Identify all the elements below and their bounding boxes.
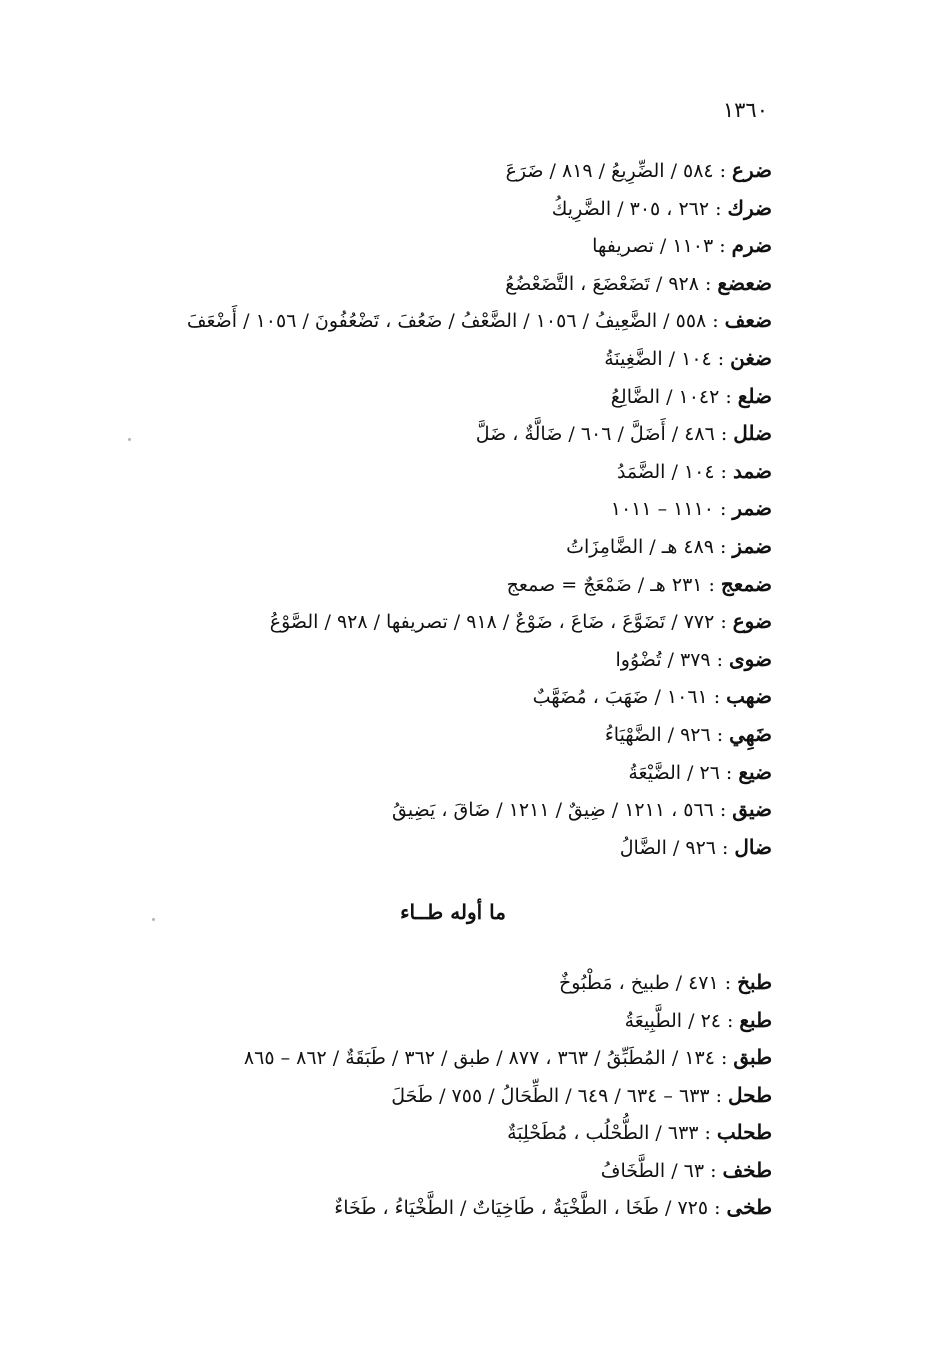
entry-references: ٩٢٦ / الضَّالُ xyxy=(619,836,716,859)
entry-references: ٢٦٢ ، ٣٠٥ / الضَّرِيكُ xyxy=(551,197,710,220)
index-entry xyxy=(72,603,772,641)
index-entry xyxy=(72,265,772,303)
index-entry xyxy=(72,190,772,228)
entry-root: طبع xyxy=(739,1007,772,1032)
entry-references: ٩٢٦ / الضَّهْيَاءُ xyxy=(604,723,711,746)
entry-root: طخف xyxy=(722,1157,772,1182)
entry-root: ضرع xyxy=(732,158,772,182)
entry-references: ٦٣٣ – ٦٣٤ / ٦٤٩ / الطِّحَالُ / ٧٥٥ / طَحَلَ xyxy=(391,1084,710,1107)
index-entry xyxy=(72,791,772,829)
entry-separator: : xyxy=(719,160,727,182)
entry-root: ضرم xyxy=(731,233,772,258)
entry-separator: : xyxy=(721,836,729,859)
entry-separator: : xyxy=(720,535,727,558)
scan-speck xyxy=(152,918,155,921)
index-entry xyxy=(72,964,772,1002)
entry-root: ضغن xyxy=(730,345,772,370)
entries-list-dad xyxy=(72,152,772,866)
entry-separator: : xyxy=(717,347,725,370)
entry-root: ضمر xyxy=(732,496,772,521)
entry-separator: : xyxy=(710,1159,717,1182)
entry-root: ضمز xyxy=(732,533,772,558)
entry-separator: : xyxy=(714,1197,721,1219)
index-entry xyxy=(72,152,772,190)
entry-references: ١٠٦١ / ضَهَبَ ، مُضَهَّبٌ xyxy=(532,686,708,709)
entry-references: ٦٣٣ / الطُّحْلُب ، مُطَحْلِبَةٌ xyxy=(507,1122,699,1144)
section-heading: ما أوله طــاء xyxy=(400,900,506,924)
entry-references: ٤٨٦ / أَضَلَّ / ٦٠٦ / ضَالَّةٌ ، ضَلَّ xyxy=(475,423,715,446)
entry-root: ضيق xyxy=(732,797,772,822)
index-entry xyxy=(72,490,772,528)
entry-references: ٥٥٨ / الضَّعِيفُ / ١٠٥٦ / الضَّعْفُ / ضَعُفَ ، تَضْعُفُونَ / ١٠٥٦ / أَضْعَفَ xyxy=(186,310,707,333)
page-number: ١٣٦٠ xyxy=(722,98,768,122)
entry-root: طحل xyxy=(728,1082,772,1107)
entry-root: ضرك xyxy=(727,195,772,220)
entry-separator: : xyxy=(720,423,728,446)
entry-separator: : xyxy=(720,611,727,634)
entry-separator: : xyxy=(704,272,712,295)
entry-separator: : xyxy=(716,723,724,746)
index-entry xyxy=(72,716,772,754)
entry-separator: : xyxy=(712,310,719,333)
entry-references: ١٣٤ / المُطَبِّقُ / ٣٦٣ ، ٨٧٧ / طبق / ٣٦٢ / طَبَقَةٌ / ٨٦٢ – ٨٦٥ xyxy=(243,1047,715,1069)
index-entry xyxy=(72,227,772,265)
entry-root: ضلل xyxy=(733,421,772,446)
entry-root: ضوع xyxy=(732,609,772,634)
entry-separator: : xyxy=(708,573,715,596)
entry-references: ٩٢٨ / تَضَعْضَعَ ، التَّضَعْضُعُ xyxy=(505,272,699,295)
entries-list-ta xyxy=(72,964,772,1227)
entry-references: ١٠٤٢ / الضَّالِعُ xyxy=(610,385,720,408)
index-entry xyxy=(72,641,772,679)
entry-references: ٧٧٢ / تَضَوَّعَ ، ضَاعَ ، ضَوْعٌ / ٩١٨ / تصريفها / ٩٢٨ / الصَّوْعُ xyxy=(269,611,715,634)
index-entry xyxy=(72,528,772,566)
index-entry xyxy=(72,453,772,491)
index-entry xyxy=(72,1114,772,1152)
entry-root: طبخ xyxy=(737,970,772,994)
entry-references: ٥٨٤ / الضِّرِيعُ / ٨١٩ / ضَرَعَ xyxy=(505,160,714,182)
index-entry xyxy=(72,378,772,416)
entry-separator: : xyxy=(704,1122,711,1144)
index-entry xyxy=(72,1152,772,1190)
entry-separator: : xyxy=(716,648,724,671)
index-entry xyxy=(72,1039,772,1077)
entry-references: ٥٦٦ ، ١٢١١ / ضِيقٌ / ١٢١١ / ضَاقَ ، يَضِيقُ xyxy=(392,799,714,822)
entry-separator: : xyxy=(720,498,727,521)
entry-references: ٢٦ / الضَّيْعَةُ xyxy=(628,761,720,784)
entry-root: ضعف xyxy=(724,308,772,333)
entry-root: ضمعج xyxy=(720,571,772,596)
entry-references: ٧٢٥ / طَخَا ، الطَّخْيَةُ ، طَاخِيَاتٌ / الطَّخْيَاءُ ، طَخَاءٌ xyxy=(334,1197,709,1219)
entry-root: ضَهِي xyxy=(729,721,772,746)
entry-root: ضهب xyxy=(726,684,772,709)
entry-root: ضعضع xyxy=(717,270,772,295)
entry-references: ١٠٤ / الضَّغِينَةُ xyxy=(604,347,712,370)
entry-references: ٤٨٩ هـ / الضَّامِزَاتُ xyxy=(566,535,714,558)
index-entry xyxy=(72,1002,772,1040)
entry-references: ١١١٠ – ١٠١١ xyxy=(610,498,714,521)
entry-separator: : xyxy=(726,1009,734,1032)
index-entry xyxy=(72,1077,772,1115)
index-entry xyxy=(72,1189,772,1227)
entry-separator: : xyxy=(719,799,727,822)
entry-root: ضمد xyxy=(732,458,772,483)
entry-separator: : xyxy=(725,385,732,408)
entry-root: ضيع xyxy=(738,759,772,784)
entry-references: ١١٠٣ / تصريفها xyxy=(592,235,714,258)
index-entry xyxy=(72,566,772,604)
entry-root: ضال xyxy=(734,834,772,859)
entry-root: طبق xyxy=(733,1045,772,1069)
index-entry xyxy=(72,754,772,792)
entry-separator: : xyxy=(715,197,722,220)
index-entry xyxy=(72,829,772,867)
index-entry xyxy=(72,415,772,453)
entry-separator: : xyxy=(724,972,732,994)
entry-references: ٤٧١ / طبيخ ، مَطْبُوخٌ xyxy=(558,972,719,994)
entry-references: ٢٤ / الطَّبِيعَةُ xyxy=(624,1009,721,1032)
entry-separator: : xyxy=(720,1047,728,1069)
entry-separator: : xyxy=(715,1084,723,1107)
entry-references: ٢٣١ هـ / ضَمْعَجٌ = صمعج xyxy=(506,573,703,596)
entry-references: ٣٧٩ / تُضْوُوا xyxy=(615,648,711,671)
entry-separator: : xyxy=(713,686,721,709)
entry-separator: : xyxy=(719,235,726,258)
entry-root: ضوى xyxy=(729,646,772,671)
entry-separator: : xyxy=(720,460,727,483)
index-entry xyxy=(72,302,772,340)
entry-references: ٦٣ / الطَّخَافُ xyxy=(600,1159,705,1182)
index-entry xyxy=(72,678,772,716)
entry-references: ١٠٤ / الضَّمَدُ xyxy=(616,460,715,483)
entry-root: طخى xyxy=(726,1195,772,1219)
entry-root: ضلع xyxy=(737,383,772,408)
scan-speck xyxy=(128,438,131,441)
index-entry xyxy=(72,340,772,378)
entry-root: طحلب xyxy=(716,1120,772,1144)
entry-separator: : xyxy=(725,761,733,784)
